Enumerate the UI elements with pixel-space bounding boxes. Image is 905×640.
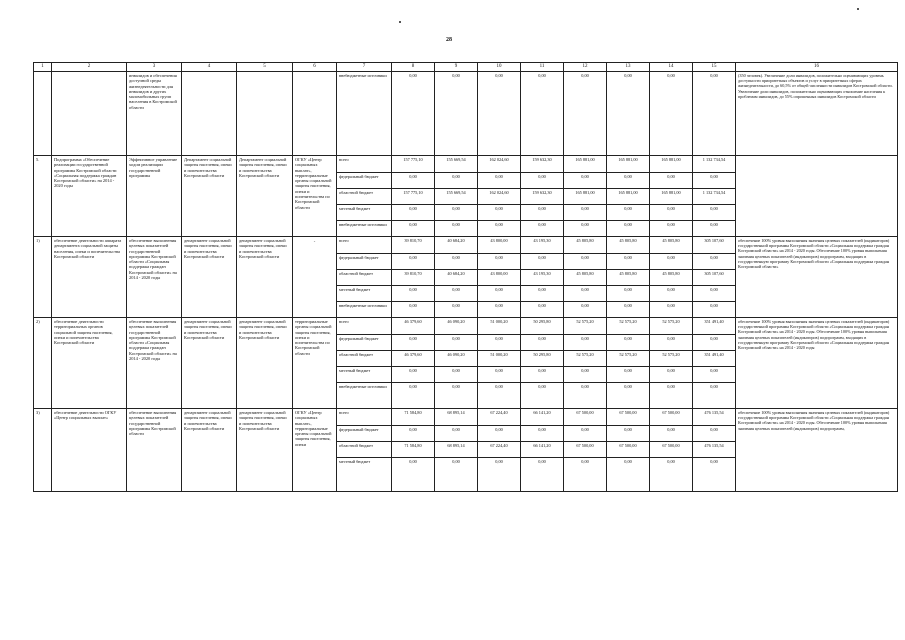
amount-value: 50 295,80 [521,318,563,334]
amount-value: 0,00 [478,172,520,188]
amount-value: 0,00 [607,366,649,382]
amount-value: 67 500,00 [564,441,606,457]
amount-value: 0,00 [538,302,546,308]
amount-value: 0,00 [409,221,417,227]
amount-cell [607,237,650,318]
amount-cell [650,409,693,492]
amount-cell [521,237,564,318]
amount-value: 46 379,60 [392,318,434,334]
amount-value: 51 000,20 [478,318,520,334]
amount-value: 52 575,20 [607,350,649,366]
amount-value: 0,00 [392,172,434,188]
amount-cell [478,409,521,492]
amount-cell [607,318,650,409]
amount-value: 0,00 [581,458,589,464]
amount-value: 476 135,54 [693,441,735,457]
amount-cell [392,237,435,318]
row-number: 5. [34,156,52,237]
coordinator-cell: департамент социальной защиты населения, опеки и попечительства Костромской области [237,409,293,492]
customer-cell [182,72,237,156]
amount-value: 45 805,80 [607,237,649,253]
amount-value: 0,00 [452,302,460,308]
amount-value: 52 575,20 [650,318,692,334]
header-cell: 14 [650,63,693,72]
amount-value: 0,00 [667,383,675,389]
amount-value: 0,00 [607,172,649,188]
measure-goal: обеспечение выполнения целевых показателей государственной программы Костромской области «Социальная поддержка граждан Костромской области» на 2014 - 2020 годы [127,237,182,318]
amount-value: 0,00 [409,458,417,464]
amount-value: 45 805,80 [607,269,649,285]
measure-goal: обеспечение выполнения целевых показателей государственной программы Костромской области «Социальная поддержка граждан Костромской области» на 2014 - 2020 годы [127,318,182,409]
measure-goal: Эффективное управление ходом реализации государственной программы [127,156,182,237]
amount-value: 0,00 [564,204,606,220]
funding-source-cell [337,156,392,237]
amount-value: 0,00 [710,302,718,308]
header-cell: 1 [34,63,52,72]
amount-cell [607,72,650,156]
amount-value: 0,00 [478,425,520,441]
header-row [34,63,898,72]
amount-value: 0,00 [392,253,434,269]
coordinator-cell: департамент социальной защиты населения, опеки и попечительства Костромской области [237,318,293,409]
row-number [34,72,52,156]
amount-value: 159 632,30 [521,156,563,172]
amount-value: 0,00 [521,285,563,301]
amount-value: 0,00 [495,302,503,308]
amount-value: 0,00 [710,221,718,227]
amount-value: 0,00 [564,334,606,350]
executor-cell: территориальные органы социальной защиты населения, опеки и попечительства по Костромской области [293,318,337,409]
amount-value: 68 895,14 [435,441,477,457]
amount-value: 0,00 [564,172,606,188]
amount-value: 0,00 [693,285,735,301]
amount-value: 0,00 [435,204,477,220]
amount-value: 0,00 [435,334,477,350]
amount-value: 0,00 [495,73,503,78]
page-number: 28 [446,37,452,43]
amount-value: 351 491,40 [693,350,735,366]
amount-value: 165 881,00 [607,156,649,172]
amount-value: 0,00 [607,425,649,441]
amount-value: 0,00 [521,253,563,269]
amount-value: 43 800,00 [478,269,520,285]
amount-cell [435,156,478,237]
funding-source-label: всего [337,409,391,425]
amount-value: 0,00 [538,73,546,78]
amount-value: 66 141,20 [521,441,563,457]
amount-value: 0,00 [607,334,649,350]
header-cell: 2 [52,63,127,72]
amount-value: 0,00 [392,425,434,441]
amount-value: 43 800,00 [478,237,520,253]
funding-source-label: областной бюджет [337,350,391,366]
amount-value: 0,00 [581,221,589,227]
amount-value: 0,00 [452,383,460,389]
amount-value: 162 024,60 [478,188,520,204]
measure-name: обеспечение деятельности аппарата департамента социальной защиты населения, опеки и попечительства Костромской области [52,237,127,318]
row-number: 1) [34,237,52,318]
amount-value: 0,00 [624,383,632,389]
funding-source-label: областной бюджет [337,269,391,285]
amount-value: 39 810,70 [392,237,434,253]
amount-value: 0,00 [667,302,675,308]
amount-cell [693,156,736,237]
amount-cell [435,409,478,492]
scan-speck [857,8,859,10]
amount-value: 0,00 [538,458,546,464]
executor-cell [293,72,337,156]
amount-value: 0,00 [650,285,692,301]
funding-source-label: федеральный бюджет [337,172,391,188]
amount-value: 157 775,10 [392,188,434,204]
expected-result: обеспечение 100% уровня выполнения значения целевых показателей (индикаторов) государственной программы Костромской области «Социальная поддержка граждан Костромской области» на 2014 - 2020 годы. Обеспечение 100% уровня выполнения значения целевых показателей (индикаторов) подпрограмм, входящих в государственную программу Костромской области «Социальная поддержка граждан Костромской области» на 2014 - 2020 годы [736,318,898,409]
amount-value: 52 575,20 [564,350,606,366]
amount-value: 165 881,00 [650,188,692,204]
amount-value: 0,00 [710,458,718,464]
measure-name: Подпрограмма «Обеспечение реализации государственной программы Костромской области «Социальная поддержка граждан Костромской области» на 2014 - 2020 годы [52,156,127,237]
expected-result: обеспечение 100% уровня выполнения значения целевых показателей (индикаторов) государственной программы Костромской области «Социальная поддержка граждан Костромской области» на 2014 - 2020 годы. Обеспечение 100% уровня выполнения значения целевых показателей (индикаторов) подпрограмм, [736,409,898,492]
amount-value: 0,00 [521,425,563,441]
funding-source-label: внебюджетные источники [339,302,387,308]
funding-source-label: федеральный бюджет [337,334,391,350]
amount-cell [693,237,736,318]
amount-value: 165 881,00 [607,188,649,204]
customer-cell: Департамент социальной защиты населения, опеки и попечительства Костромской области [182,156,237,237]
amount-value: 51 000,20 [478,350,520,366]
amount-cell [478,72,521,156]
funding-source-label: всего [337,237,391,253]
amount-value: 0,00 [667,221,675,227]
amount-value: 0,00 [581,302,589,308]
header-cell: 3 [127,63,182,72]
header-cell: 13 [607,63,650,72]
funding-source-cell [337,409,392,492]
amount-value: 165 881,00 [564,188,606,204]
customer-cell: департамент социальной защиты населения, опеки и попечительства Костромской области [182,237,237,318]
amount-cell [392,318,435,409]
amount-value: 43 195,30 [521,269,563,285]
amount-value: 0,00 [452,221,460,227]
amount-cell [392,156,435,237]
amount-value: 0,00 [478,285,520,301]
executor-cell: ОГКУ «Центр социальных выплат», территориальные органы социальной защиты населения, опеки и попечительства по Костромской области [293,156,337,237]
amount-value: 0,00 [650,204,692,220]
header-cell: 16 [736,63,898,72]
customer-cell: департамент социальной защиты населения, опеки и попечительства Костромской области [182,409,237,492]
amount-value: 0,00 [392,366,434,382]
header-cell: 10 [478,63,521,72]
amount-value: 155 669,54 [435,156,477,172]
expected-result: (350 человек). Увеличение доли инвалидов, положительно оценивающих уровень доступности приоритетных объектов и услуг в приоритетных сферах жизнедеятельности, до 60,5% от общей численности инвалидов Костромской области. Увеличение доли инвалидов, положительно оценивающих отношение населения к проблемам инвалидов, до 55% опрошенных инвалидов Костромской области [736,72,898,156]
amount-cell [607,409,650,492]
table-row [34,409,898,492]
row-number: 3) [34,409,52,492]
amount-value: 52 575,20 [607,318,649,334]
amount-value: 157 775,10 [392,156,434,172]
amount-cell [392,72,435,156]
amount-value: 0,00 [624,458,632,464]
amount-value: 0,00 [667,73,675,78]
table-row [34,156,898,237]
amount-cell [478,318,521,409]
amount-value: 0,00 [710,73,718,78]
funding-source-cell [337,237,392,318]
amount-cell [564,156,607,237]
header-cell: 5 [237,63,293,72]
amount-value: 46 379,60 [392,350,434,366]
amount-value: 165 881,00 [564,156,606,172]
amount-value: 0,00 [435,172,477,188]
amount-cell [564,409,607,492]
coordinator-cell [237,72,293,156]
amount-value: 0,00 [581,383,589,389]
amount-value: 67 500,00 [650,409,692,425]
amount-value: 0,00 [521,172,563,188]
amount-value: 0,00 [478,253,520,269]
table-row [34,318,898,409]
amount-value: 0,00 [392,285,434,301]
measure-goal: обеспечение выполнения целевых показателей государственной программы Костромской области [127,409,182,492]
scan-speck [399,21,401,23]
amount-cell [521,156,564,237]
amount-value: 305 107,60 [693,237,735,253]
amount-value: 0,00 [564,253,606,269]
amount-cell [693,72,736,156]
amount-value: 0,00 [607,204,649,220]
header-cell: 7 [337,63,392,72]
amount-value: 0,00 [478,204,520,220]
amount-cell [693,318,736,409]
amount-value: 45 805,80 [650,269,692,285]
amount-value: 67 500,00 [607,409,649,425]
amount-cell [478,237,521,318]
amount-value: 67 500,00 [607,441,649,457]
amount-value: 0,00 [650,172,692,188]
measure-name: обеспечение деятельности территориальных органов социальной защиты населения, опеки и попечительства Костромской области [52,318,127,409]
header-cell: 8 [392,63,435,72]
amount-value: 476 135,54 [693,409,735,425]
table-row [34,72,898,156]
funding-source-label: федеральный бюджет [337,425,391,441]
amount-value: 0,00 [607,253,649,269]
amount-value: 68 895,14 [435,409,477,425]
amount-value: 0,00 [538,221,546,227]
funding-source-label: внебюджетные источники [339,383,387,389]
header-cell: 6 [293,63,337,72]
header-cell: 4 [182,63,237,72]
amount-cell [564,237,607,318]
amount-value: 0,00 [452,73,460,78]
amount-value: 50 295,80 [521,350,563,366]
amount-value: 0,00 [710,383,718,389]
amount-value: 0,00 [693,334,735,350]
expected-result [736,156,898,237]
amount-value: 0,00 [392,204,434,220]
amount-value: 45 805,80 [650,237,692,253]
funding-source-label: всего [337,318,391,334]
amount-value: 52 575,20 [564,318,606,334]
amount-value: 0,00 [409,73,417,78]
amount-value: 40 684,20 [435,237,477,253]
amount-value: 0,00 [435,366,477,382]
amount-value: 0,00 [650,425,692,441]
measure-name [52,72,127,156]
header-cell: 15 [693,63,736,72]
budget-table [33,62,898,492]
executor-cell: - [293,237,337,318]
amount-value: 0,00 [538,383,546,389]
header-cell: 9 [435,63,478,72]
amount-value: 0,00 [607,285,649,301]
measure-goal: инвалидов и обеспечения доступной среды жизнедеятельности для инвалидов и других маломобильных групп населения в Костромской области [127,72,182,156]
amount-value: 0,00 [495,458,503,464]
amount-value: 43 195,30 [521,237,563,253]
funding-source-label: местный бюджет [337,366,391,382]
header-cell: 11 [521,63,564,72]
amount-cell [521,409,564,492]
amount-value: 45 805,80 [564,237,606,253]
amount-value: 0,00 [650,366,692,382]
amount-value: 40 684,20 [435,269,477,285]
amount-cell [521,318,564,409]
amount-cell [650,156,693,237]
amount-value: 0,00 [409,302,417,308]
amount-value: 0,00 [667,458,675,464]
amount-value: 0,00 [521,204,563,220]
amount-value: 0,00 [693,425,735,441]
amount-value: 46 090,20 [435,318,477,334]
amount-value: 67 224,40 [478,441,520,457]
funding-source-label: местный бюджет [339,458,371,464]
amount-value: 351 491,40 [693,318,735,334]
funding-source-label: внебюджетные источники [339,221,387,227]
funding-source-label: областной бюджет [337,441,391,457]
amount-value: 0,00 [521,334,563,350]
funding-source-label: внебюджетные источники [339,73,387,78]
amount-cell [693,409,736,492]
funding-source-cell [337,318,392,409]
amount-value: 0,00 [564,366,606,382]
amount-value: 0,00 [521,366,563,382]
amount-value: 71 584,80 [392,441,434,457]
amount-value: 0,00 [409,383,417,389]
amount-cell [564,318,607,409]
amount-value: 0,00 [392,334,434,350]
amount-value: 0,00 [452,458,460,464]
amount-cell [478,156,521,237]
amount-value: 0,00 [693,366,735,382]
executor-cell: ОГКУ «Центр социальных выплат», территориальные органы социальной защиты населения, опеки [293,409,337,492]
row-number: 2) [34,318,52,409]
amount-cell [435,318,478,409]
amount-cell [564,72,607,156]
amount-value: 165 881,00 [650,156,692,172]
amount-cell [435,237,478,318]
amount-cell [650,72,693,156]
funding-source-cell [337,72,392,156]
amount-value: 0,00 [624,302,632,308]
funding-source-label: местный бюджет [337,204,391,220]
amount-value: 1 132 734,54 [693,156,735,172]
amount-value: 155 669,54 [435,188,477,204]
amount-value: 45 805,80 [564,269,606,285]
amount-value: 0,00 [624,221,632,227]
amount-value: 159 632,30 [521,188,563,204]
amount-value: 0,00 [693,253,735,269]
amount-cell [392,409,435,492]
amount-value: 0,00 [624,73,632,78]
expected-result: обеспечение 100% уровня выполнения значения целевых показателей (индикаторов) государственной программы Костромской области «Социальная поддержка граждан Костромской области» на 2014 - 2020 годы. Обеспечение 100% уровня выполнения значения целевых показателей (индикаторов) подпрограмм, входящих в государственную программу Костромской области «Социальная поддержка граждан Костромской области» [736,237,898,318]
amount-value: 71 584,80 [392,409,434,425]
amount-value: 0,00 [693,172,735,188]
amount-value: 0,00 [495,221,503,227]
amount-value: 0,00 [435,253,477,269]
amount-value: 67 500,00 [564,409,606,425]
amount-value: 0,00 [495,383,503,389]
amount-value: 52 575,20 [650,350,692,366]
amount-value: 0,00 [693,204,735,220]
amount-value: 305 107,60 [693,269,735,285]
amount-value: 46 090,20 [435,350,477,366]
amount-value: 67 224,40 [478,409,520,425]
amount-value: 0,00 [581,73,589,78]
table-row [34,237,898,318]
funding-source-label: федеральный бюджет [337,253,391,269]
funding-source-label: местный бюджет [337,285,391,301]
measure-name: обеспечение деятельности ОГКУ «Центр социальных выплат» [52,409,127,492]
amount-value: 0,00 [650,253,692,269]
amount-value: 0,00 [478,334,520,350]
amount-value: 0,00 [435,425,477,441]
amount-value: 39 810,70 [392,269,434,285]
customer-cell: департамент социальной защиты населения, опеки и попечительства Костромской области [182,318,237,409]
amount-value: 0,00 [650,334,692,350]
funding-source-label: областной бюджет [337,188,391,204]
amount-cell [650,237,693,318]
amount-value: 0,00 [435,285,477,301]
amount-cell [650,318,693,409]
amount-value: 162 024,60 [478,156,520,172]
amount-value: 0,00 [478,366,520,382]
coordinator-cell: Департамент социальной защиты населения, опеки и попечительства Костромской области [237,156,293,237]
amount-cell [435,72,478,156]
amount-cell [607,156,650,237]
header-cell: 12 [564,63,607,72]
amount-value: 66 141,20 [521,409,563,425]
funding-source-label: всего [337,156,391,172]
amount-value: 0,00 [564,285,606,301]
amount-value: 67 500,00 [650,441,692,457]
amount-value: 1 132 734,54 [693,188,735,204]
coordinator-cell: департамент социальной защиты населения, опеки и попечительства Костромской области [237,237,293,318]
amount-value: 0,00 [564,425,606,441]
amount-cell [521,72,564,156]
